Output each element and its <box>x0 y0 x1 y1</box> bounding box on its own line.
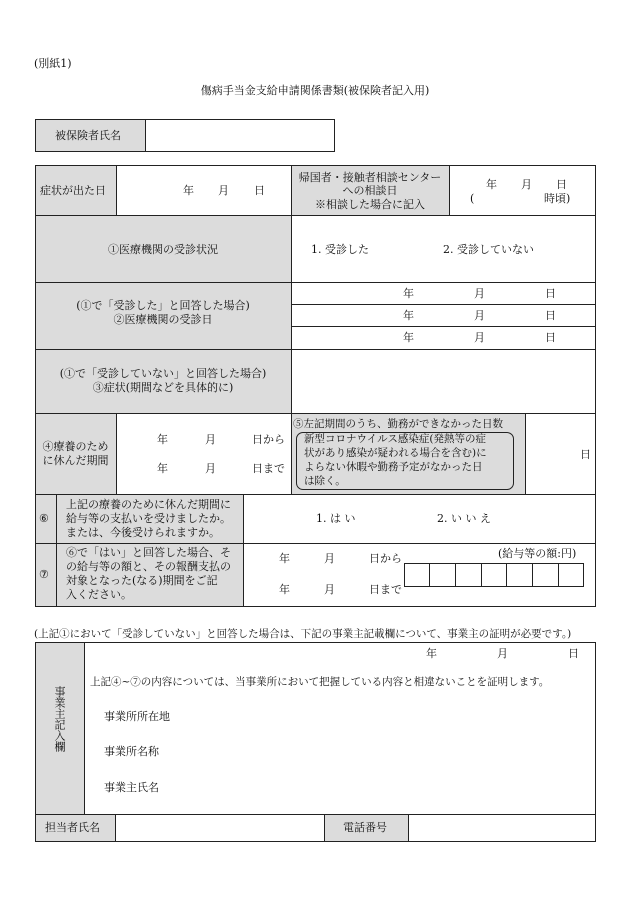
amount-label: (給与等の額:円) <box>498 547 577 560</box>
consult-date-field[interactable] <box>450 166 595 214</box>
amount-digit-boxes[interactable] <box>404 563 584 587</box>
insured-name-label: 被保険者氏名 <box>55 129 121 142</box>
visited-option[interactable]: 1. 受診した <box>311 243 369 256</box>
visit2-year: 年 <box>403 309 414 322</box>
attachment-label: (別紙1) <box>34 57 72 70</box>
business-name-label: 事業所名称 <box>104 745 159 758</box>
visit3-day: 日 <box>545 331 556 344</box>
phone-field[interactable] <box>409 815 595 841</box>
row4-label-line2: に休んだ期間 <box>42 454 109 467</box>
pay-from-month: 月 <box>324 552 335 565</box>
consult-label-line3: ※相談した場合に記入 <box>315 198 425 211</box>
pay-to-suffix: 日まで <box>369 583 402 596</box>
visit1-month: 月 <box>474 287 485 300</box>
not-visited-option[interactable]: 2. 受診していない <box>443 243 534 256</box>
pay-from-year: 年 <box>279 552 290 565</box>
consult-year: 年 <box>486 178 497 191</box>
row1-label: ①医療機関の受診状況 <box>108 243 218 256</box>
row2-label-line2: ②医療機関の受診日 <box>113 313 213 326</box>
employer-date-month: 月 <box>497 647 508 660</box>
row4-label-line1: ④療養のため <box>42 440 109 453</box>
visit1-day: 日 <box>545 287 556 300</box>
symptom-month: 月 <box>218 184 229 197</box>
symptom-date-field[interactable] <box>117 166 290 214</box>
leave-to-suffix: 日まで <box>252 462 285 475</box>
row7-question-line1: ⑥で「はい」と回答した場合、そ <box>66 546 231 559</box>
salary-yes-option[interactable]: 1. は い <box>316 512 356 525</box>
row6-question-line2: 給与等の支払いを受けましたか。 <box>66 512 231 525</box>
row7-question-line3: 対象となった(なる)期間をご記 <box>66 574 218 587</box>
row2-label-line1: (①で「受診した」と回答した場合) <box>76 299 250 312</box>
employer-side-label: 事業主記入欄 <box>53 686 66 752</box>
symptom-year: 年 <box>183 184 194 197</box>
visit2-month: 月 <box>474 309 485 322</box>
leave-to-year: 年 <box>157 462 168 475</box>
visit2-day: 日 <box>545 309 556 322</box>
page-title: 傷病手当金支給申請関係書類(被保険者記入用) <box>200 84 430 97</box>
consult-day: 日 <box>556 178 567 191</box>
employer-date-day: 日 <box>568 647 579 660</box>
absent-days-field[interactable] <box>526 414 595 493</box>
symptom-date-label: 症状が出た日 <box>40 184 106 197</box>
insured-name-field[interactable] <box>145 119 335 152</box>
business-address-label: 事業所所在地 <box>104 710 170 723</box>
contact-person-label: 担当者氏名 <box>45 821 100 834</box>
q5-note-line3: よらない休暇や勤務予定がなかった日 <box>304 461 483 473</box>
row6-question-line1: 上記の療養のために休んだ期間に <box>66 498 231 511</box>
employer-date-year: 年 <box>426 647 437 660</box>
visit1-year: 年 <box>403 287 414 300</box>
consult-label-line1: 帰国者・接触者相談センター <box>298 171 442 184</box>
row3-label-line1: (①で「受診していない」と回答した場合) <box>59 367 267 380</box>
consult-time: 時頃) <box>544 192 571 205</box>
leave-from-month: 月 <box>205 433 216 446</box>
employer-note: (上記①において「受診していない」と回答した場合は、下記の事業主記載欄について、事業主の証明が必要です。) <box>34 628 572 640</box>
row6-number: ⑥ <box>39 512 49 525</box>
visit3-year: 年 <box>403 331 414 344</box>
pay-to-month: 月 <box>324 583 335 596</box>
leave-to-month: 月 <box>205 462 216 475</box>
pay-to-year: 年 <box>279 583 290 596</box>
q5-note-line1: 新型コロナウイルス感染症(発熱等の症 <box>304 433 486 445</box>
row6-question-line3: または、今後受けられますか。 <box>66 526 220 539</box>
symptom-day: 日 <box>254 184 265 197</box>
symptom-description-field[interactable] <box>292 350 595 412</box>
absent-days-unit: 日 <box>580 448 591 461</box>
leave-from-year: 年 <box>157 433 168 446</box>
certification-text: 上記④~⑦の内容については、当事業所において把握している内容と相違ないことを証明します。 <box>90 676 550 688</box>
employer-info-field[interactable] <box>180 700 590 808</box>
leave-from-suffix: 日から <box>252 433 285 446</box>
q5-title: ⑤左記期間のうち、勤務ができなかった日数 <box>293 418 503 430</box>
contact-person-field[interactable] <box>116 815 323 841</box>
q5-note-line2: 状があり感染が疑われる場合を含む)に <box>304 447 487 459</box>
q5-note-line4: は除く。 <box>304 475 346 487</box>
row7-question-line2: の給与等の額と、その報酬支払の <box>66 560 231 573</box>
pay-from-suffix: 日から <box>369 552 402 565</box>
consult-month: 月 <box>521 178 532 191</box>
consult-time-open: ( <box>470 192 475 205</box>
row3-label-line2: ③症状(期間などを具体的に) <box>92 381 234 394</box>
salary-no-option[interactable]: 2. い い え <box>437 512 491 525</box>
row7-question-line4: 入ください。 <box>66 588 132 601</box>
owner-name-label: 事業主氏名 <box>104 781 159 794</box>
consult-label-line2: への相談日 <box>342 184 398 197</box>
visit3-month: 月 <box>474 331 485 344</box>
row7-number: ⑦ <box>39 568 49 581</box>
phone-label: 電話番号 <box>343 821 387 834</box>
